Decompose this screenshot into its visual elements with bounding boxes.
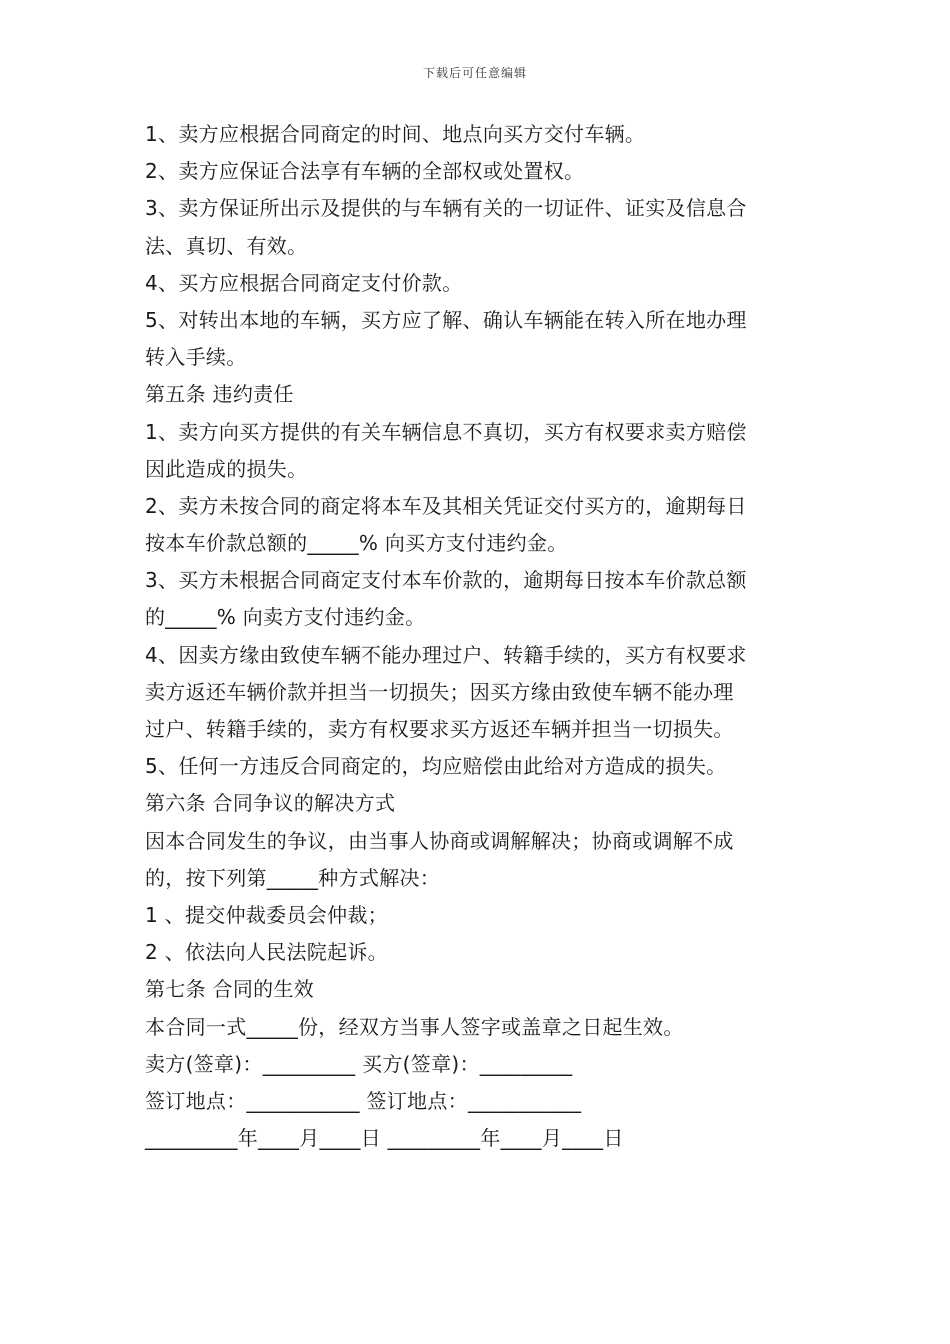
- clause-line: 4、买方应根据合同商定支付价款。: [145, 270, 463, 295]
- clause-line: 5、任何一方违反合同商定的，均应赔偿由此给对方造成的损失。: [145, 754, 727, 779]
- clause-line: 1 、提交仲裁委员会仲裁；: [145, 902, 388, 927]
- clause-line: 1、卖方应根据合同商定的时间、地点向买方交付车辆。: [145, 122, 646, 146]
- signing-date-line: _________年____月____日 _________年____月____日: [145, 1126, 624, 1151]
- page-header: 下载后可任意编辑: [422, 66, 527, 80]
- clause-line: 的_____% 向卖方支付违约金。: [145, 605, 426, 630]
- clause-line: 1、卖方向买方提供的有关车辆信息不真切，买方有权要求卖方赔偿: [145, 419, 747, 444]
- signing-place-line: 签订地点：___________ 签订地点：___________: [145, 1088, 582, 1113]
- clause-line: 按本车价款总额的_____% 向买方支付违约金。: [145, 531, 568, 556]
- clause-line: 2、卖方应保证合法享有车辆的全部权或处置权。: [145, 159, 585, 184]
- clause-line: 2、卖方未按合同的商定将本车及其相关凭证交付买方的，逾期每日: [145, 493, 747, 518]
- clause-line: 因此造成的损失。: [145, 456, 308, 481]
- clause-line: 3、卖方保证所出示及提供的与车辆有关的一切证件、证实及信息合: [145, 196, 747, 221]
- clause-line: 本合同一式_____份，经双方当事人签字或盖章之日起生效。: [145, 1014, 684, 1039]
- section-heading-article-5: 第五条 违约责任: [145, 382, 294, 407]
- clause-line: 法、真切、有效。: [145, 233, 308, 258]
- clause-line: 3、买方未根据合同商定支付本车价款的，逾期每日按本车价款总额: [145, 568, 747, 593]
- clause-line: 卖方返还车辆价款并担当一切损失；因买方缘由致使车辆不能办理: [145, 679, 734, 704]
- clause-line: 5、对转出本地的车辆，买方应了解、确认车辆能在转入所在地办理: [145, 307, 747, 332]
- contract-body: [145, 116, 810, 1157]
- clause-line: 2 、依法向人民法院起诉。: [145, 940, 388, 965]
- clause-line: 的，按下列第_____种方式解决：: [145, 865, 441, 890]
- section-heading-article-7: 第七条 合同的生效: [145, 977, 315, 1002]
- section-heading-article-6: 第六条 合同争议的解决方式: [145, 791, 396, 816]
- clause-line: 4、因卖方缘由致使车辆不能办理过户、转籍手续的，买方有权要求: [145, 642, 747, 667]
- clause-line: 转入手续。: [145, 345, 247, 370]
- clause-line: 因本合同发生的争议，由当事人协商或调解解决；协商或调解不成: [145, 828, 734, 853]
- clause-line: 过户、转籍手续的，卖方有权要求买方返还车辆并担当一切损失。: [145, 717, 734, 741]
- signature-line: 卖方(签章)：_________ 买方(签章)：_________: [145, 1051, 573, 1076]
